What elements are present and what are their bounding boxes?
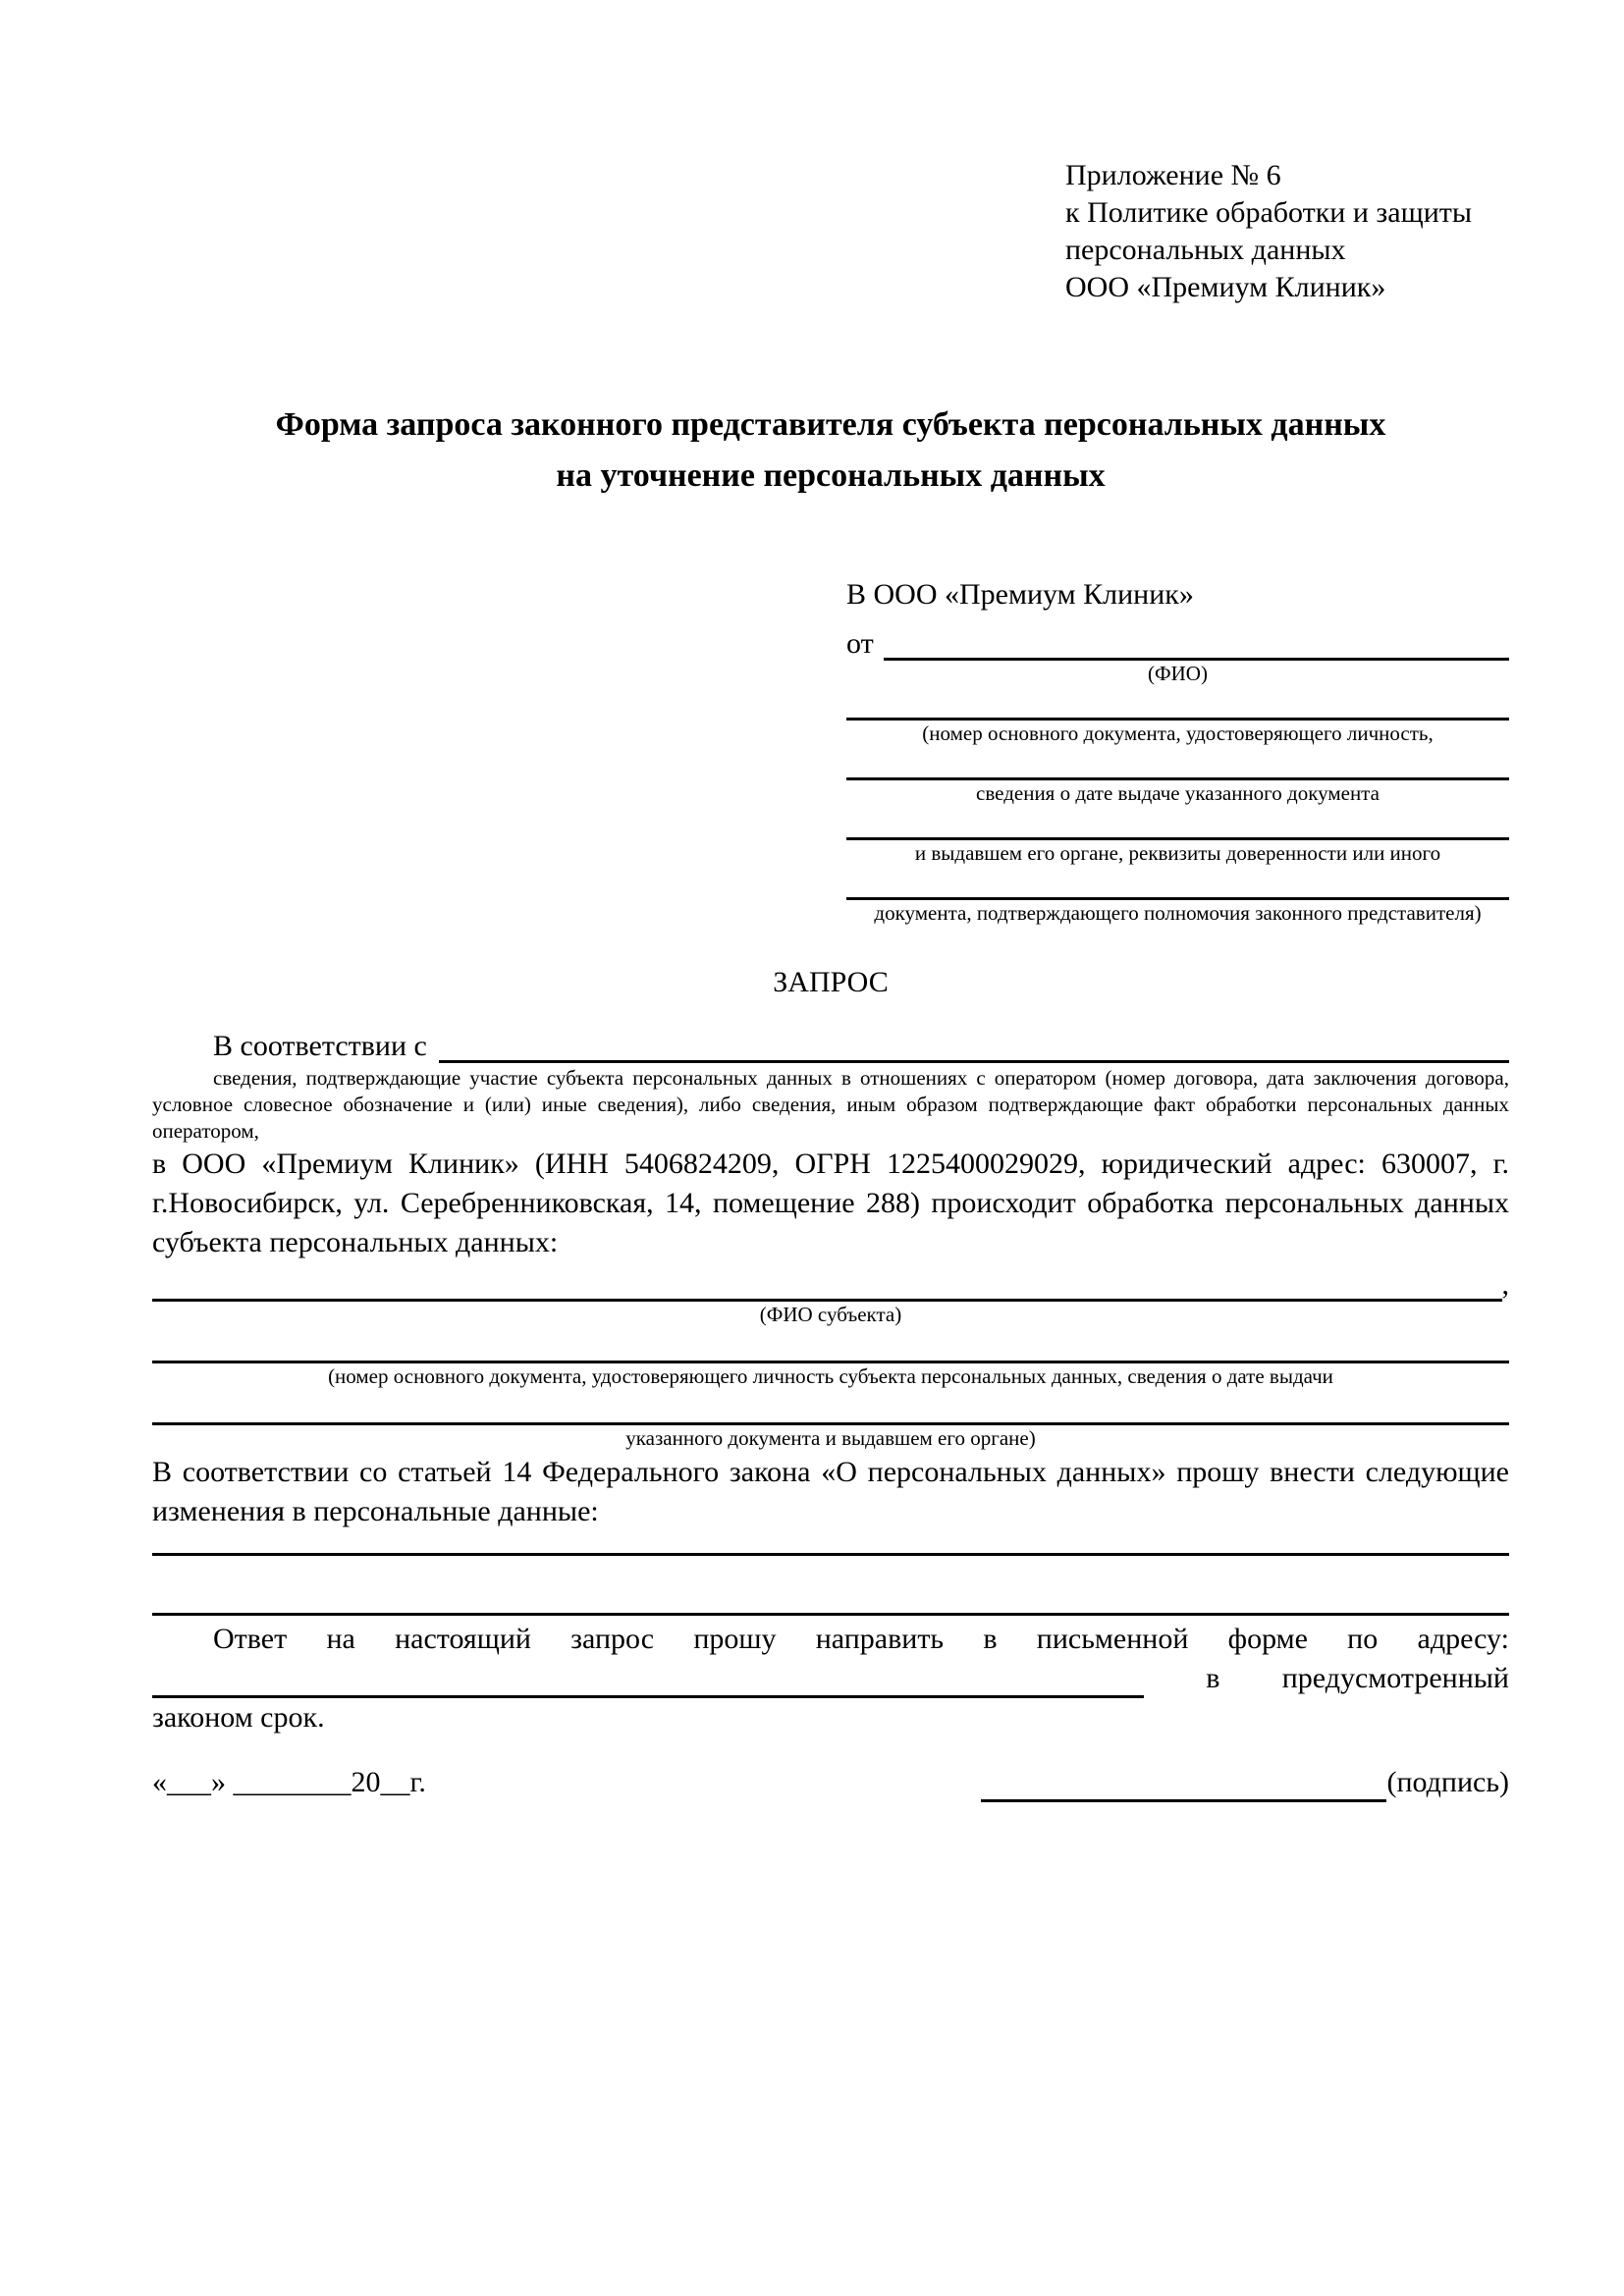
document-title [152, 400, 1509, 502]
doc-caption-3: и выдавшем его органе, реквизиты доверенности или иного [914, 841, 1441, 865]
fio-caption: (ФИО) [1148, 662, 1208, 685]
request-heading: ЗАПРОС [773, 966, 889, 998]
blank-line-doc-2 [846, 746, 1509, 780]
signature-caption: (подпись) [1386, 1766, 1509, 1798]
changes-blank-line-2 [152, 1556, 1509, 1616]
footer-row [152, 1763, 1509, 1802]
representative-doc-group-1 [846, 686, 1509, 746]
appendix-line-4: ООО «Премиум Клиник» [1065, 271, 1386, 303]
subject-doc-caption-1: (номер основного документа, удостоверяющего личность субъекта персональных данных, сведения о дате выдачи [328, 1364, 1333, 1388]
fio-blank-line [884, 620, 1509, 661]
document-title-line-1: Форма запроса законного представителя субъекта персональных данных [275, 406, 1386, 443]
from-label: от [846, 627, 874, 660]
blank-line-doc-3 [846, 806, 1509, 840]
doc-caption-2: сведения о дате выдаче указанного документа [976, 781, 1380, 805]
subject-doc-group-1 [152, 1327, 1509, 1389]
subject-doc-group-2 [152, 1389, 1509, 1451]
subject-doc-caption-2: указанного документа и выдавшем его органе) [625, 1426, 1036, 1450]
representative-doc-group-3 [846, 806, 1509, 866]
representative-doc-group-2 [846, 746, 1509, 806]
subject-fio-row [152, 1268, 1509, 1302]
blank-line-doc-1 [846, 686, 1509, 721]
intro-blank-line [439, 1023, 1509, 1063]
appendix-line-1: Приложение № 6 [1065, 159, 1281, 191]
signature-line [981, 1766, 1386, 1802]
answer-address-row [152, 1659, 1509, 1698]
answer-word-1: в [1206, 1662, 1220, 1694]
appendix-line-2: к Политике обработки и защиты [1065, 196, 1473, 229]
answer-word-2: предусмотренный [1281, 1662, 1509, 1694]
date-line: «___» ________20__г. [152, 1766, 426, 1798]
subject-doc-blank-line-2 [152, 1389, 1509, 1425]
addressee-from-row [846, 617, 1509, 661]
subject-doc-blank-line-1 [152, 1327, 1509, 1363]
intro-footnote: сведения, подтверждающие участие субъекта персональных данных в отношениях с оператором (номер договора, дата заключения договора, условное словесное обозначение и (или) иные сведения), либо сведения, иным образом подтверждающие факт обработки персональных данных оператором, [152, 1066, 1509, 1143]
intro-row [152, 1020, 1509, 1063]
changes-blank-line-1 [152, 1531, 1509, 1556]
signature-block [981, 1763, 1509, 1802]
document-title-line-2: на уточнение персональных данных [556, 457, 1106, 494]
answer-paragraph-line-1: Ответ на настоящий запрос прошу направить в письменной форме по адресу: [213, 1623, 1509, 1655]
operator-paragraph: в ООО «Премиум Клиник» (ИНН 5406824209, ОГРН 1225400029029, юридический адрес: 630007, г. г.Новосибирск, ул. Серебренниковская, 14, помещение 288) происходит обработка персональных данных субъекта персональных данных: [152, 1148, 1509, 1258]
answer-paragraph-line-3: законом срок. [152, 1701, 325, 1734]
representative-doc-group-4 [846, 866, 1509, 926]
trailing-comma: , [1501, 1268, 1509, 1301]
addressee-block [846, 572, 1509, 926]
subject-fio-blank-line [152, 1269, 1502, 1302]
address-blank-line [152, 1662, 1144, 1698]
law-paragraph: В соответствии со статьей 14 Федерального закона «О персональных данных» прошу внести следующие изменения в персональные данные: [152, 1456, 1509, 1527]
blank-line-doc-4 [846, 866, 1509, 900]
subject-fio-caption: (ФИО субъекта) [759, 1303, 902, 1326]
doc-caption-4: документа, подтверждающего полномочия законного представителя) [874, 901, 1482, 925]
appendix-block [1065, 157, 1509, 306]
addressee-to: В ООО «Премиум Клиник» [846, 578, 1194, 611]
doc-caption-1: (номер основного документа, удостоверяющего личность, [922, 721, 1434, 745]
appendix-line-3: персональных данных [1065, 234, 1346, 266]
intro-label: В соответствии с [213, 1030, 427, 1062]
